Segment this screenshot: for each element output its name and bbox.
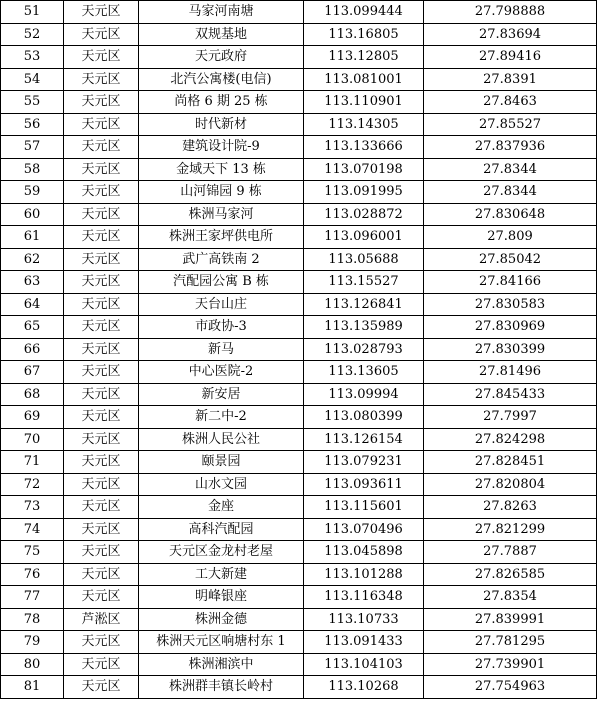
longitude-cell: 113.091995: [304, 181, 424, 204]
latitude-cell: 27.81496: [424, 361, 597, 384]
district-cell: 天元区: [64, 248, 139, 271]
table-row: [1, 383, 597, 406]
site-name-cell: 株洲人民公社: [139, 428, 304, 451]
table-body: [1, 1, 597, 699]
row-index-cell: 61: [1, 226, 64, 249]
latitude-cell: 27.83694: [424, 23, 597, 46]
latitude-cell: 27.7997: [424, 406, 597, 429]
longitude-cell: 113.13605: [304, 361, 424, 384]
row-index-cell: 60: [1, 203, 64, 226]
district-cell: 天元区: [64, 113, 139, 136]
district-cell: 天元区: [64, 23, 139, 46]
site-name-cell: 颐景园: [139, 451, 304, 474]
row-index-cell: 68: [1, 383, 64, 406]
row-index-cell: 57: [1, 136, 64, 159]
district-cell: 天元区: [64, 316, 139, 339]
latitude-cell: 27.781295: [424, 631, 597, 654]
table-row: [1, 428, 597, 451]
row-index-cell: 54: [1, 68, 64, 91]
row-index-cell: 52: [1, 23, 64, 46]
longitude-cell: 113.09994: [304, 383, 424, 406]
table-row: [1, 406, 597, 429]
longitude-cell: 113.135989: [304, 316, 424, 339]
row-index-cell: 56: [1, 113, 64, 136]
district-cell: 天元区: [64, 406, 139, 429]
site-name-cell: 工大新建: [139, 563, 304, 586]
latitude-cell: 27.830969: [424, 316, 597, 339]
district-cell: 天元区: [64, 653, 139, 676]
latitude-cell: 27.828451: [424, 451, 597, 474]
row-index-cell: 80: [1, 653, 64, 676]
latitude-cell: 27.845433: [424, 383, 597, 406]
longitude-cell: 113.14305: [304, 113, 424, 136]
table-row: [1, 23, 597, 46]
site-name-cell: 新二中-2: [139, 406, 304, 429]
table-row: [1, 631, 597, 654]
row-index-cell: 64: [1, 293, 64, 316]
district-cell: 天元区: [64, 46, 139, 69]
row-index-cell: 69: [1, 406, 64, 429]
longitude-cell: 113.099444: [304, 1, 424, 24]
district-cell: 天元区: [64, 631, 139, 654]
table-row: [1, 68, 597, 91]
row-index-cell: 70: [1, 428, 64, 451]
latitude-cell: 27.85042: [424, 248, 597, 271]
longitude-cell: 113.15527: [304, 271, 424, 294]
site-name-cell: 中心医院-2: [139, 361, 304, 384]
longitude-cell: 113.104103: [304, 653, 424, 676]
latitude-cell: 27.85527: [424, 113, 597, 136]
district-cell: 天元区: [64, 361, 139, 384]
row-index-cell: 58: [1, 158, 64, 181]
latitude-cell: 27.798888: [424, 1, 597, 24]
longitude-cell: 113.115601: [304, 496, 424, 519]
district-cell: 天元区: [64, 158, 139, 181]
site-name-cell: 新安居: [139, 383, 304, 406]
table-row: [1, 541, 597, 564]
district-cell: 天元区: [64, 496, 139, 519]
longitude-cell: 113.10268: [304, 676, 424, 699]
longitude-cell: 113.101288: [304, 563, 424, 586]
district-cell: 天元区: [64, 518, 139, 541]
longitude-cell: 113.081001: [304, 68, 424, 91]
table-row: [1, 338, 597, 361]
site-name-cell: 北汽公寓楼(电信): [139, 68, 304, 91]
row-index-cell: 55: [1, 91, 64, 114]
table-row: [1, 676, 597, 699]
table-row: [1, 361, 597, 384]
row-index-cell: 59: [1, 181, 64, 204]
district-cell: 天元区: [64, 136, 139, 159]
table-row: [1, 136, 597, 159]
latitude-cell: 27.824298: [424, 428, 597, 451]
site-name-cell: 株洲金德: [139, 608, 304, 631]
longitude-cell: 113.05688: [304, 248, 424, 271]
table-row: [1, 293, 597, 316]
district-cell: 天元区: [64, 451, 139, 474]
table-row: [1, 271, 597, 294]
longitude-cell: 113.12805: [304, 46, 424, 69]
longitude-cell: 113.126154: [304, 428, 424, 451]
site-name-cell: 时代新材: [139, 113, 304, 136]
latitude-cell: 27.739901: [424, 653, 597, 676]
latitude-cell: 27.830583: [424, 293, 597, 316]
site-name-cell: 新马: [139, 338, 304, 361]
table-row: [1, 203, 597, 226]
longitude-cell: 113.070496: [304, 518, 424, 541]
table-row: [1, 518, 597, 541]
latitude-cell: 27.8354: [424, 586, 597, 609]
district-cell: 天元区: [64, 563, 139, 586]
latitude-cell: 27.8391: [424, 68, 597, 91]
site-name-cell: 山河锦园 9 栋: [139, 181, 304, 204]
row-index-cell: 51: [1, 1, 64, 24]
latitude-cell: 27.837936: [424, 136, 597, 159]
district-cell: 天元区: [64, 68, 139, 91]
district-cell: 天元区: [64, 271, 139, 294]
row-index-cell: 78: [1, 608, 64, 631]
district-cell: 芦淞区: [64, 608, 139, 631]
table-row: [1, 1, 597, 24]
site-name-cell: 天元区金龙村老屋: [139, 541, 304, 564]
district-cell: 天元区: [64, 541, 139, 564]
site-name-cell: 武广高铁南 2: [139, 248, 304, 271]
longitude-cell: 113.028872: [304, 203, 424, 226]
latitude-cell: 27.830399: [424, 338, 597, 361]
site-name-cell: 尚格 6 期 25 栋: [139, 91, 304, 114]
row-index-cell: 66: [1, 338, 64, 361]
row-index-cell: 65: [1, 316, 64, 339]
district-cell: 天元区: [64, 383, 139, 406]
latitude-cell: 27.7887: [424, 541, 597, 564]
latitude-cell: 27.89416: [424, 46, 597, 69]
table-row: [1, 496, 597, 519]
table-row: [1, 316, 597, 339]
row-index-cell: 53: [1, 46, 64, 69]
row-index-cell: 67: [1, 361, 64, 384]
site-name-cell: 明峰银座: [139, 586, 304, 609]
longitude-cell: 113.126841: [304, 293, 424, 316]
site-name-cell: 株洲天元区响塘村东 1: [139, 631, 304, 654]
row-index-cell: 75: [1, 541, 64, 564]
latitude-cell: 27.84166: [424, 271, 597, 294]
longitude-cell: 113.10733: [304, 608, 424, 631]
district-cell: 天元区: [64, 586, 139, 609]
site-name-cell: 株洲群丰镇长岭村: [139, 676, 304, 699]
site-name-cell: 天元政府: [139, 46, 304, 69]
table-row: [1, 653, 597, 676]
longitude-cell: 113.116348: [304, 586, 424, 609]
latitude-cell: 27.754963: [424, 676, 597, 699]
table-row: [1, 46, 597, 69]
table-row: [1, 248, 597, 271]
table-row: [1, 181, 597, 204]
site-name-cell: 双规基地: [139, 23, 304, 46]
table-row: [1, 473, 597, 496]
latitude-cell: 27.8344: [424, 181, 597, 204]
row-index-cell: 76: [1, 563, 64, 586]
site-name-cell: 株洲马家河: [139, 203, 304, 226]
row-index-cell: 81: [1, 676, 64, 699]
longitude-cell: 113.079231: [304, 451, 424, 474]
site-name-cell: 汽配园公寓 B 栋: [139, 271, 304, 294]
district-cell: 天元区: [64, 226, 139, 249]
table-row: [1, 226, 597, 249]
site-name-cell: 金域天下 13 栋: [139, 158, 304, 181]
longitude-cell: 113.093611: [304, 473, 424, 496]
site-name-cell: 马家河南塘: [139, 1, 304, 24]
site-name-cell: 建筑设计院-9: [139, 136, 304, 159]
district-cell: 天元区: [64, 676, 139, 699]
longitude-cell: 113.045898: [304, 541, 424, 564]
latitude-cell: 27.8263: [424, 496, 597, 519]
latitude-cell: 27.8344: [424, 158, 597, 181]
latitude-cell: 27.839991: [424, 608, 597, 631]
longitude-cell: 113.028793: [304, 338, 424, 361]
longitude-cell: 113.080399: [304, 406, 424, 429]
longitude-cell: 113.070198: [304, 158, 424, 181]
longitude-cell: 113.133666: [304, 136, 424, 159]
longitude-cell: 113.16805: [304, 23, 424, 46]
row-index-cell: 71: [1, 451, 64, 474]
latitude-cell: 27.826585: [424, 563, 597, 586]
table-row: [1, 608, 597, 631]
row-index-cell: 73: [1, 496, 64, 519]
table-row: [1, 451, 597, 474]
site-name-cell: 高科汽配园: [139, 518, 304, 541]
site-name-cell: 天台山庄: [139, 293, 304, 316]
district-cell: 天元区: [64, 338, 139, 361]
table-row: [1, 158, 597, 181]
site-name-cell: 株洲王家坪供电所: [139, 226, 304, 249]
latitude-cell: 27.820804: [424, 473, 597, 496]
table-row: [1, 563, 597, 586]
site-name-cell: 山水文园: [139, 473, 304, 496]
site-name-cell: 市政协-3: [139, 316, 304, 339]
row-index-cell: 74: [1, 518, 64, 541]
longitude-cell: 113.110901: [304, 91, 424, 114]
district-cell: 天元区: [64, 203, 139, 226]
district-cell: 天元区: [64, 91, 139, 114]
row-index-cell: 63: [1, 271, 64, 294]
table-row: [1, 91, 597, 114]
row-index-cell: 62: [1, 248, 64, 271]
table-row: [1, 586, 597, 609]
district-cell: 天元区: [64, 473, 139, 496]
district-cell: 天元区: [64, 293, 139, 316]
latitude-cell: 27.809: [424, 226, 597, 249]
district-cell: 天元区: [64, 1, 139, 24]
latitude-cell: 27.821299: [424, 518, 597, 541]
longitude-cell: 113.091433: [304, 631, 424, 654]
row-index-cell: 77: [1, 586, 64, 609]
district-cell: 天元区: [64, 428, 139, 451]
row-index-cell: 79: [1, 631, 64, 654]
latitude-cell: 27.8463: [424, 91, 597, 114]
table-row: [1, 113, 597, 136]
site-name-cell: 金座: [139, 496, 304, 519]
site-name-cell: 株洲湘滨中: [139, 653, 304, 676]
latitude-cell: 27.830648: [424, 203, 597, 226]
longitude-cell: 113.096001: [304, 226, 424, 249]
district-cell: 天元区: [64, 181, 139, 204]
row-index-cell: 72: [1, 473, 64, 496]
